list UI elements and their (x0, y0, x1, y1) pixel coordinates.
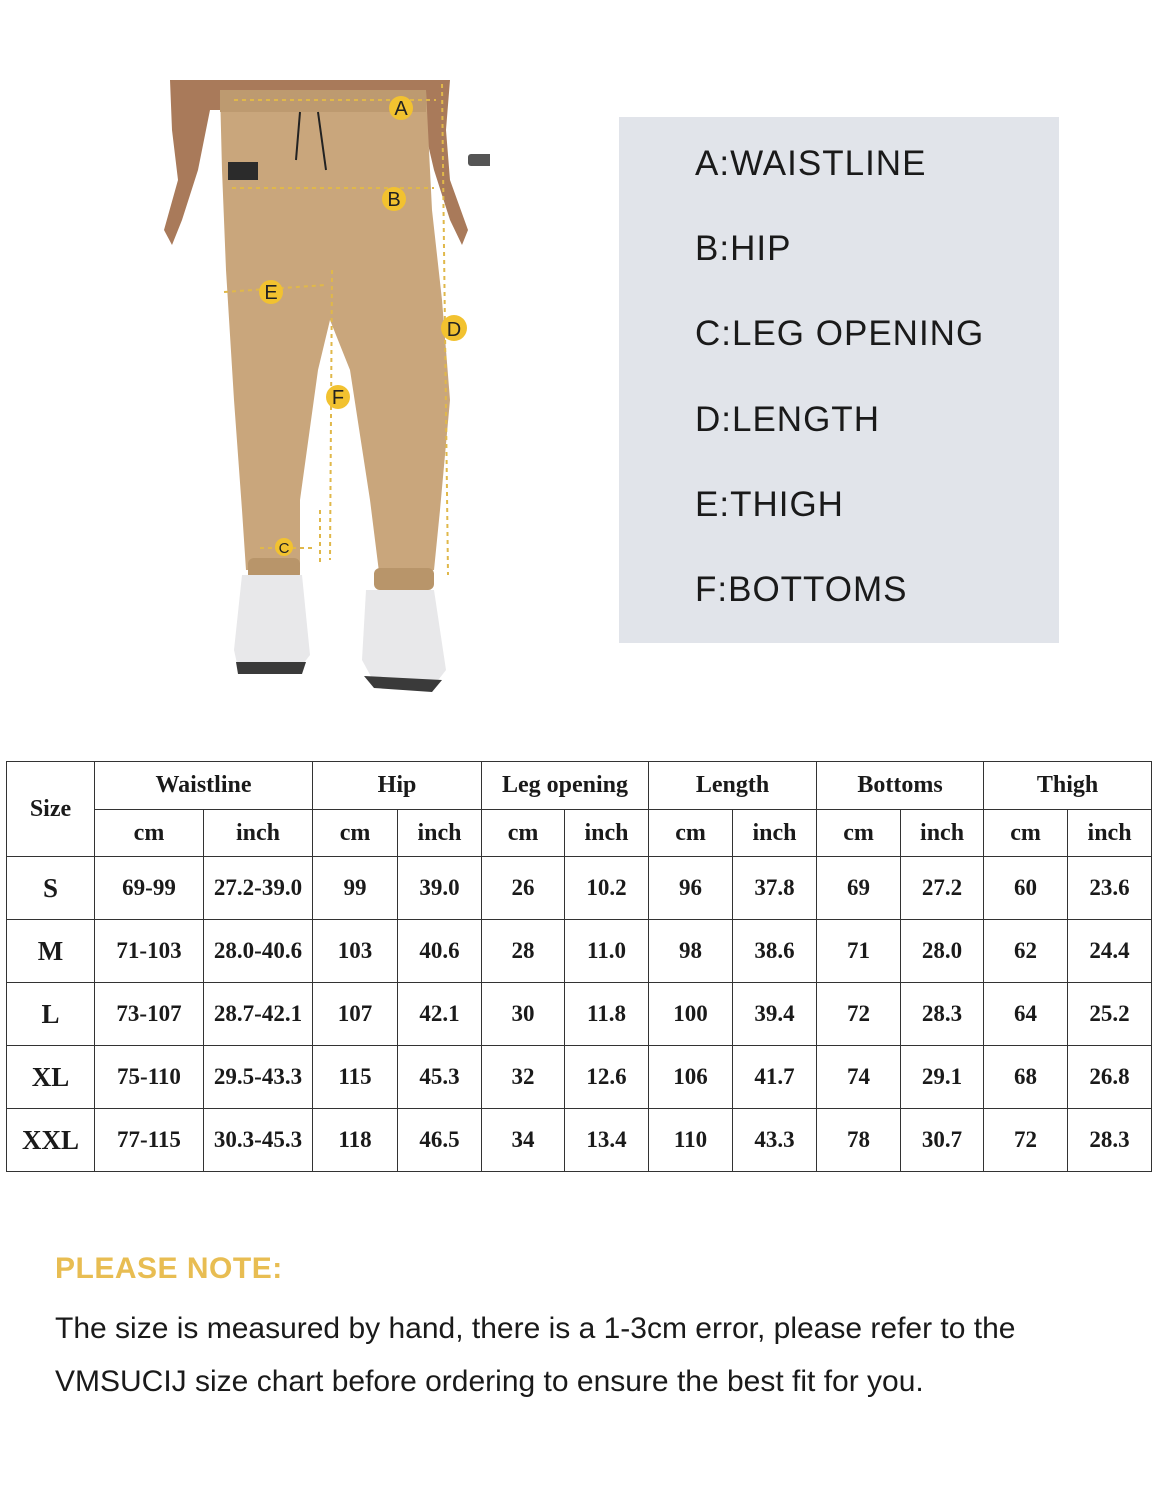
table-cell: 103 (313, 920, 398, 983)
group-header-leg-opening: Leg opening (482, 762, 649, 810)
table-cell: 30.3-45.3 (204, 1109, 313, 1172)
table-cell: 60 (984, 857, 1068, 920)
table-cell: 27.2-39.0 (204, 857, 313, 920)
table-cell: 42.1 (398, 983, 482, 1046)
table-cell: 28.7-42.1 (204, 983, 313, 1046)
table-cell: 37.8 (733, 857, 817, 920)
table-cell: 24.4 (1068, 920, 1152, 983)
note-text: The size is measured by hand, there is a 1-3cm error, please refer to the VMSUCIJ size chart before ordering to ensure the best fit for you. (55, 1312, 1016, 1398)
size-chart-table (6, 761, 1152, 1172)
unit-header: inch (733, 810, 817, 857)
table-cell: 38.6 (733, 920, 817, 983)
table-cell: 13.4 (565, 1109, 649, 1172)
table-row (7, 920, 1152, 983)
unit-header: inch (204, 810, 313, 857)
table-cell: 46.5 (398, 1109, 482, 1172)
table-cell: 69 (817, 857, 901, 920)
product-figure (150, 70, 490, 700)
unit-header: cm (313, 810, 398, 857)
table-cell: 40.6 (398, 920, 482, 983)
table-cell: 34 (482, 1109, 565, 1172)
unit-header: cm (984, 810, 1068, 857)
table-cell: 98 (649, 920, 733, 983)
table-cell: 28.0-40.6 (204, 920, 313, 983)
table-cell: 115 (313, 1046, 398, 1109)
size-cell: L (7, 983, 95, 1046)
table-cell: 26.8 (1068, 1046, 1152, 1109)
size-cell: XXL (7, 1109, 95, 1172)
size-cell: S (7, 857, 95, 920)
svg-text:B: B (387, 189, 401, 211)
header-row-groups (7, 762, 1152, 810)
svg-text:D: D (446, 319, 462, 341)
table-cell: 30 (482, 983, 565, 1046)
table-cell: 74 (817, 1046, 901, 1109)
table-cell: 107 (313, 983, 398, 1046)
table-cell: 41.7 (733, 1046, 817, 1109)
table-cell: 71 (817, 920, 901, 983)
size-cell: XL (7, 1046, 95, 1109)
note-title: PLEASE NOTE: (55, 1252, 283, 1285)
table-cell: 30.7 (901, 1109, 984, 1172)
marker-f-icon (326, 385, 350, 409)
unit-header: cm (95, 810, 204, 857)
table-cell: 39.4 (733, 983, 817, 1046)
legend-item-hip: B:HIP (695, 229, 792, 268)
marker-a-icon (389, 96, 413, 120)
table-cell: 77-115 (95, 1109, 204, 1172)
table-cell: 96 (649, 857, 733, 920)
group-header-thigh: Thigh (984, 762, 1152, 810)
table-cell: 32 (482, 1046, 565, 1109)
group-header-waistline: Waistline (95, 762, 313, 810)
legend-item-length: D:LENGTH (695, 400, 880, 439)
table-row (7, 983, 1152, 1046)
table-cell: 64 (984, 983, 1068, 1046)
table-cell: 28 (482, 920, 565, 983)
unit-header: cm (817, 810, 901, 857)
table-cell: 73-107 (95, 983, 204, 1046)
table-cell: 118 (313, 1109, 398, 1172)
legend-item-waistline: A:WAISTLINE (695, 144, 927, 183)
unit-header: inch (565, 810, 649, 857)
table-cell: 72 (817, 983, 901, 1046)
svg-text:C: C (278, 540, 290, 557)
unit-header: cm (482, 810, 565, 857)
table-cell: 99 (313, 857, 398, 920)
svg-text:A: A (394, 98, 408, 120)
table-cell: 69-99 (95, 857, 204, 920)
table-row (7, 1046, 1152, 1109)
size-header: Size (7, 762, 95, 857)
table-cell: 45.3 (398, 1046, 482, 1109)
table-cell: 43.3 (733, 1109, 817, 1172)
table-cell: 11.8 (565, 983, 649, 1046)
legend-item-leg-opening: C:LEG OPENING (695, 314, 985, 353)
table-cell: 110 (649, 1109, 733, 1172)
marker-e-icon (259, 280, 283, 304)
unit-header: inch (901, 810, 984, 857)
table-cell: 12.6 (565, 1046, 649, 1109)
table-cell: 25.2 (1068, 983, 1152, 1046)
unit-header: inch (398, 810, 482, 857)
table-cell: 78 (817, 1109, 901, 1172)
table-cell: 11.0 (565, 920, 649, 983)
table-cell: 75-110 (95, 1046, 204, 1109)
table-cell: 62 (984, 920, 1068, 983)
legend-item-thigh: E:THIGH (695, 485, 844, 524)
table-cell: 26 (482, 857, 565, 920)
marker-b-icon (382, 187, 406, 211)
group-header-bottoms: Bottoms (817, 762, 984, 810)
table-cell: 39.0 (398, 857, 482, 920)
table-cell: 27.2 (901, 857, 984, 920)
size-rows (7, 857, 1152, 1172)
header-row-units (7, 810, 1152, 857)
table-row (7, 857, 1152, 920)
svg-text:F: F (331, 387, 345, 409)
unit-header: inch (1068, 810, 1152, 857)
table-cell: 71-103 (95, 920, 204, 983)
table-cell: 10.2 (565, 857, 649, 920)
measurement-legend (619, 117, 1059, 643)
unit-header: cm (649, 810, 733, 857)
pants-illustration (150, 70, 490, 700)
table-cell: 28.0 (901, 920, 984, 983)
svg-text:E: E (264, 282, 278, 304)
table-row (7, 1109, 1152, 1172)
table-cell: 28.3 (1068, 1109, 1152, 1172)
table-cell: 29.1 (901, 1046, 984, 1109)
legend-item-bottoms: F:BOTTOMS (695, 570, 908, 609)
table-cell: 72 (984, 1109, 1068, 1172)
size-cell: M (7, 920, 95, 983)
marker-d-icon (441, 315, 467, 341)
group-header-length: Length (649, 762, 817, 810)
table-cell: 23.6 (1068, 857, 1152, 920)
table-cell: 106 (649, 1046, 733, 1109)
table-cell: 28.3 (901, 983, 984, 1046)
table-cell: 29.5-43.3 (204, 1046, 313, 1109)
table-cell: 100 (649, 983, 733, 1046)
table-cell: 68 (984, 1046, 1068, 1109)
group-header-hip: Hip (313, 762, 482, 810)
